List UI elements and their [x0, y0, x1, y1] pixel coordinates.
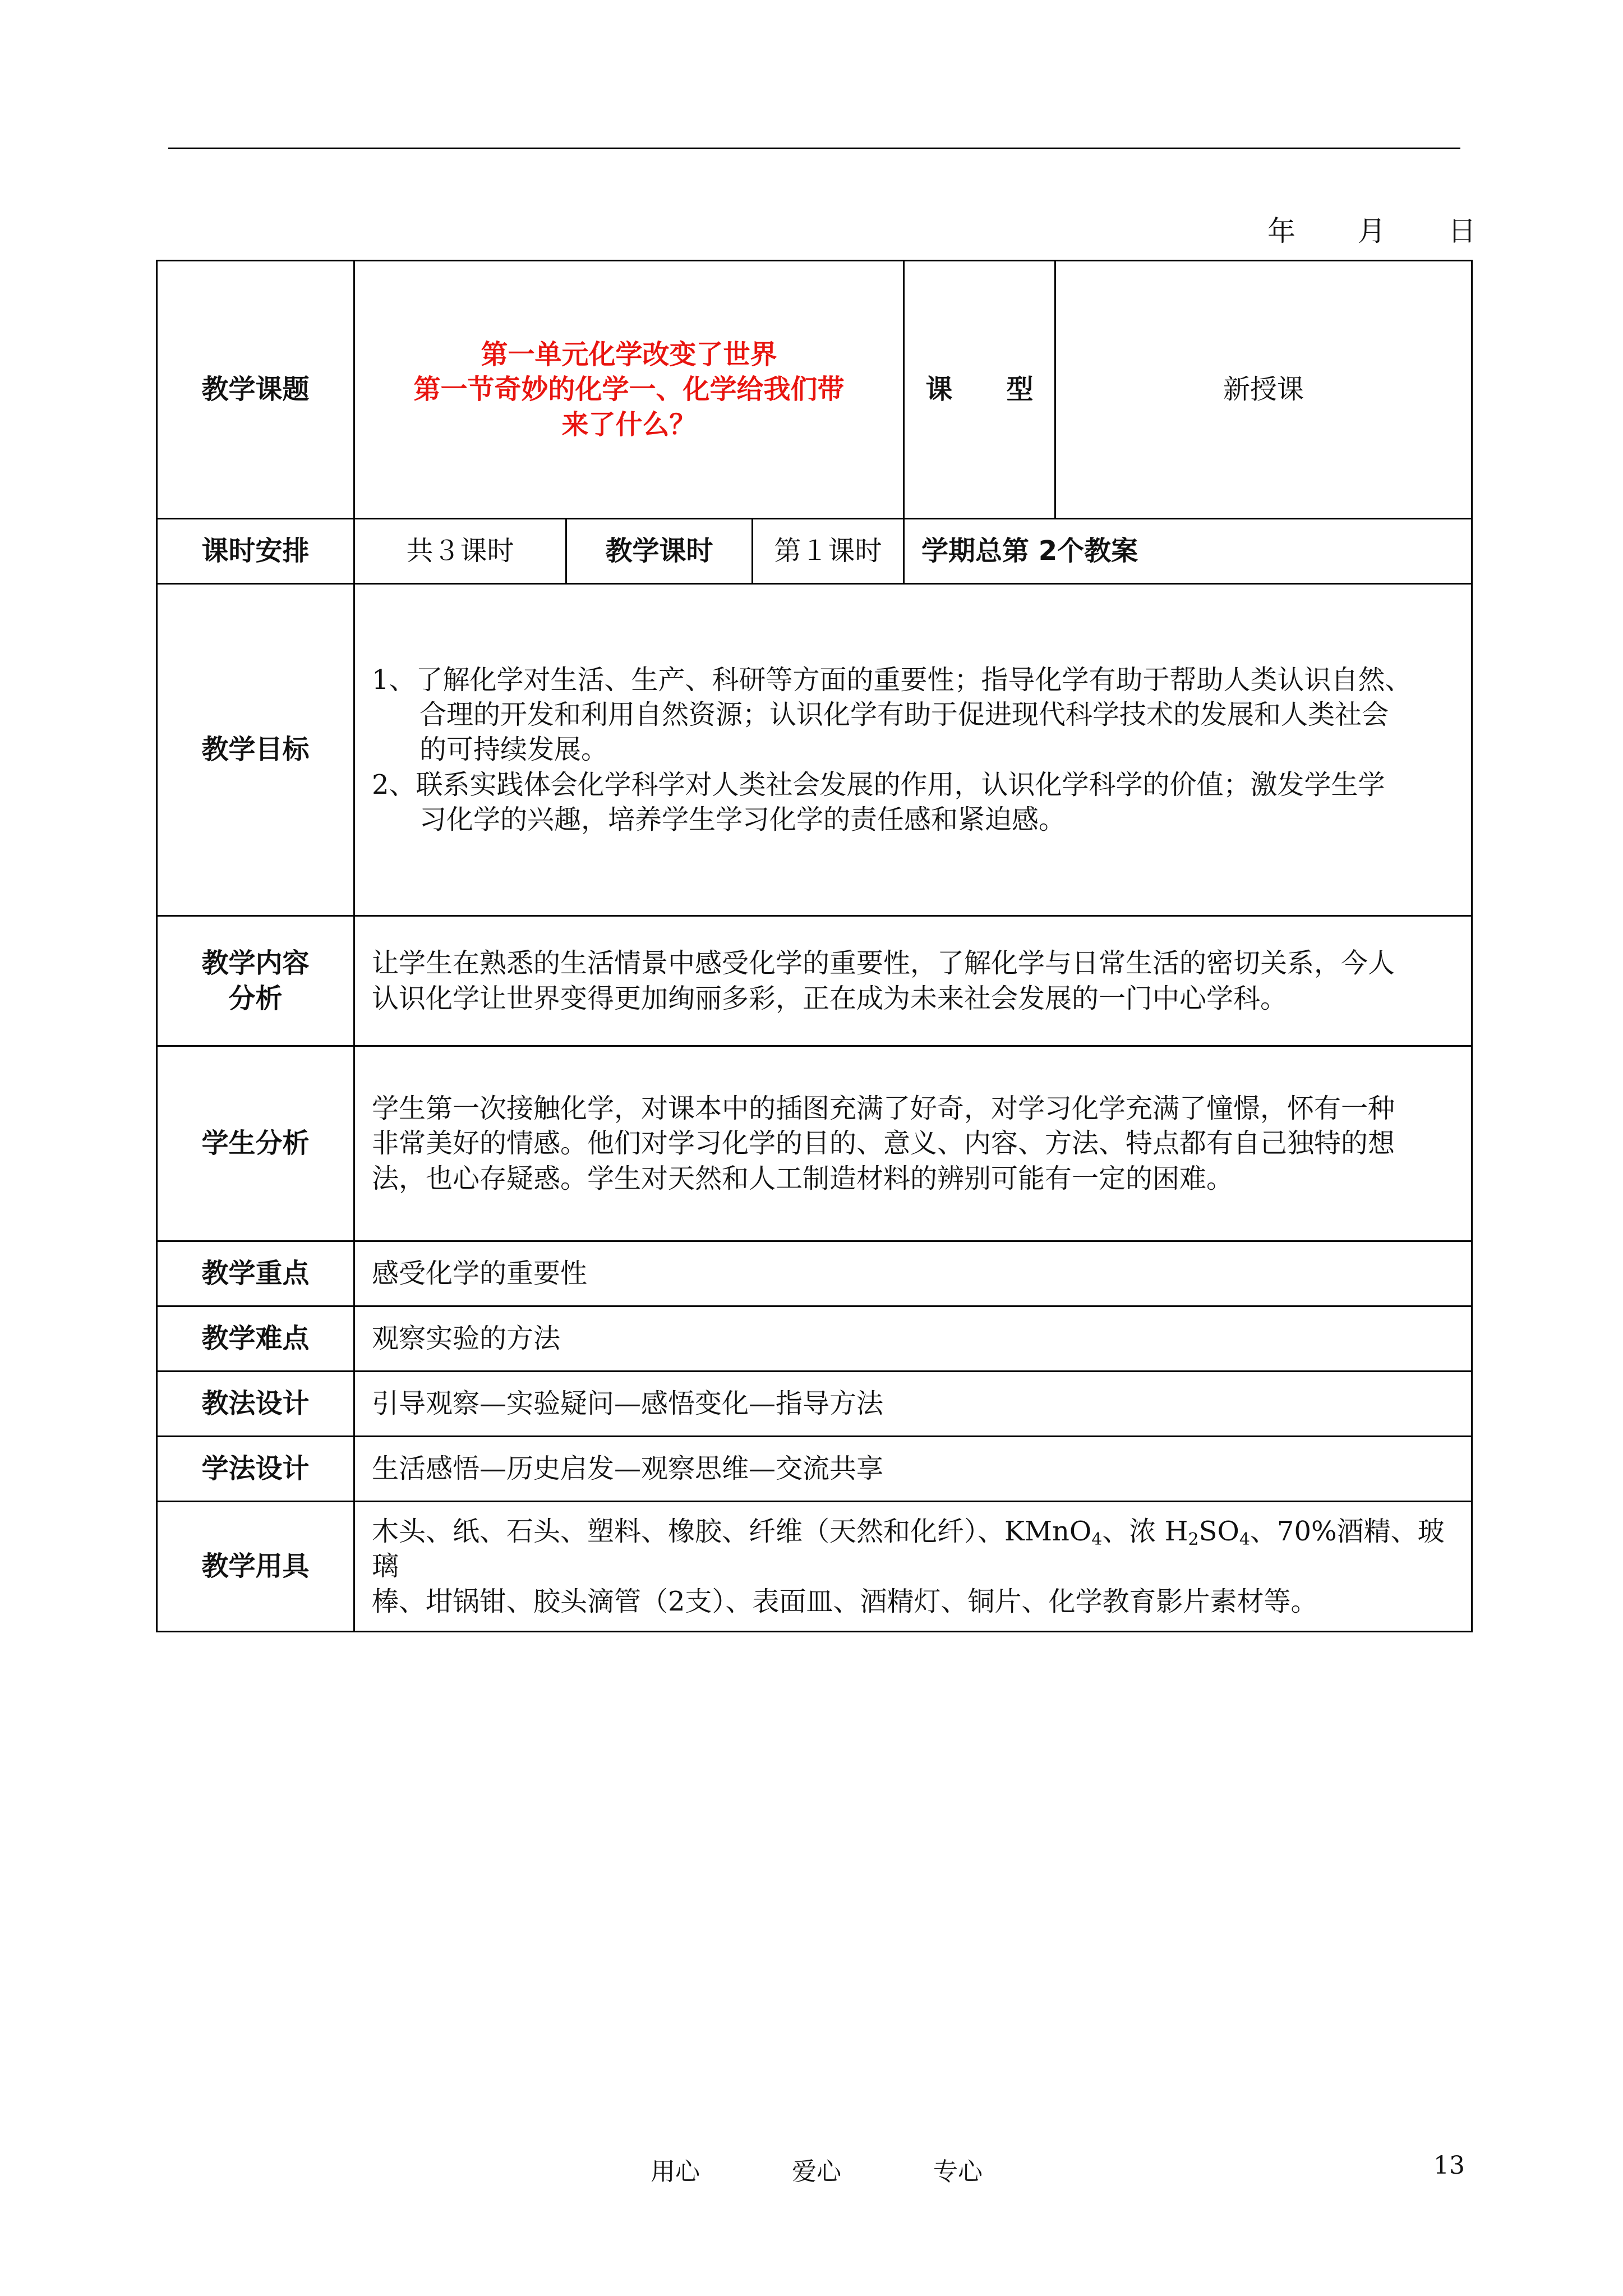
lesson-title-line-1: 第一单元化学改变了世界: [481, 338, 777, 370]
lesson-title-line-2: 第一节奇妙的化学一、化学给我们带: [413, 374, 845, 406]
footer-motto: [651, 2151, 1067, 2187]
tools-sub-2: 2: [1188, 1529, 1199, 1549]
date-year: 年: [1267, 215, 1295, 247]
lesson-title: [354, 261, 904, 519]
page-number: 13: [1433, 2151, 1465, 2180]
header-rule: [168, 148, 1460, 149]
tools-line-1-a: 木头、纸、石头、塑料、橡胶、纤维（天然和化纤）、KMnO: [372, 1515, 1092, 1547]
tools-line-1: [372, 1514, 1454, 1584]
tools-line-1-d: 、70%酒精、玻璃: [372, 1515, 1445, 1582]
tools-line-1-c: SO: [1198, 1515, 1239, 1547]
difficulty-text: 观察实验的方法: [354, 1306, 1472, 1372]
key-point-label: 教学重点: [157, 1241, 354, 1306]
content-line-1: 让学生在熟悉的生活情景中感受化学的重要性，了解化学与日常生活的密切关系，今人: [372, 947, 1395, 979]
learning-label: 学法设计: [157, 1437, 354, 1502]
footer-item-2: 爱心: [792, 2157, 841, 2186]
content-label-line-2: 分析: [228, 982, 283, 1014]
goal-1-line-3: 的可持续发展。: [419, 734, 608, 766]
method-label: 教法设计: [157, 1372, 354, 1437]
students-line-2: 非常美好的情感。他们对学习化学的目的、意义、内容、方法、特点都有自己独特的想: [372, 1128, 1395, 1159]
tools-text: [354, 1502, 1472, 1632]
date-line: [1267, 209, 1476, 249]
row-topic: [157, 261, 1472, 519]
goal-2-line-1: 2、联系实践体会化学科学对人类社会发展的作用，认识化学科学的价值；激发学生学: [372, 769, 1385, 800]
tools-line-1-b: 、浓 H: [1102, 1515, 1188, 1547]
goals-label: 教学目标: [157, 584, 354, 916]
row-key-point: [157, 1241, 1472, 1306]
topic-label: 教学课题: [157, 261, 354, 519]
goal-1-line-2: 合理的开发和利用自然资源；认识化学有助于促进现代科学技术的发展和人类社会: [419, 698, 1389, 730]
row-goals: [157, 584, 1472, 916]
tools-label: 教学用具: [157, 1502, 354, 1632]
goal-1-line-1: 1、了解化学对生活、生产、科研等方面的重要性；指导化学有助于帮助人类认识自然、: [372, 664, 1412, 696]
content-label: [157, 916, 354, 1046]
type-label: 课 型: [904, 261, 1055, 519]
period-value: 第１课时: [753, 519, 904, 584]
row-tools: [157, 1502, 1472, 1632]
row-difficulty: [157, 1306, 1472, 1372]
row-content: [157, 916, 1472, 1046]
footer-item-1: 用心: [651, 2157, 700, 2186]
period-label: 教学课时: [566, 519, 753, 584]
schedule-label: 课时安排: [157, 519, 354, 584]
method-text: 引导观察—实验疑问—感悟变化—指导方法: [354, 1372, 1472, 1437]
type-value: 新授课: [1055, 261, 1472, 519]
students-line-3: 法，也心存疑惑。学生对天然和人工制造材料的辨别可能有一定的困难。: [372, 1162, 1234, 1194]
lesson-title-line-3: 来了什么？: [561, 408, 697, 440]
date-month: 月: [1357, 215, 1386, 247]
difficulty-label: 教学难点: [157, 1306, 354, 1372]
tools-sub-3: 4: [1239, 1529, 1250, 1549]
content-text: [354, 916, 1472, 1046]
date-day: 日: [1447, 215, 1476, 247]
learning-text: 生活感悟—历史启发—观察思维—交流共享: [354, 1437, 1472, 1502]
schedule-total: 共３课时: [354, 519, 566, 584]
students-text: [354, 1046, 1472, 1241]
plan-count: 学期总第 2个教案: [904, 519, 1472, 584]
tools-line-2: 棒、坩锅钳、胶头滴管（2支）、表面皿、酒精灯、铜片、化学教育影片素材等。: [372, 1585, 1318, 1617]
footer-item-3: 专心: [933, 2157, 983, 2186]
row-schedule: [157, 519, 1472, 584]
key-point-text: 感受化学的重要性: [354, 1241, 1472, 1306]
row-learning: [157, 1437, 1472, 1502]
content-label-line-1: 教学内容: [201, 947, 310, 979]
tools-sub-1: 4: [1091, 1529, 1103, 1549]
row-method: [157, 1372, 1472, 1437]
students-line-1: 学生第一次接触化学，对课本中的插图充满了好奇，对学习化学充满了憧憬，怀有一种: [372, 1092, 1395, 1124]
goal-2-line-2: 习化学的兴趣，培养学生学习化学的责任感和紧迫感。: [419, 804, 1066, 836]
content-line-2: 认识化学让世界变得更加绚丽多彩，正在成为未来社会发展的一门中心学科。: [372, 982, 1288, 1014]
lesson-plan-table: [156, 260, 1473, 1632]
row-students: [157, 1046, 1472, 1241]
students-label: 学生分析: [157, 1046, 354, 1241]
goals-text: [354, 584, 1472, 916]
